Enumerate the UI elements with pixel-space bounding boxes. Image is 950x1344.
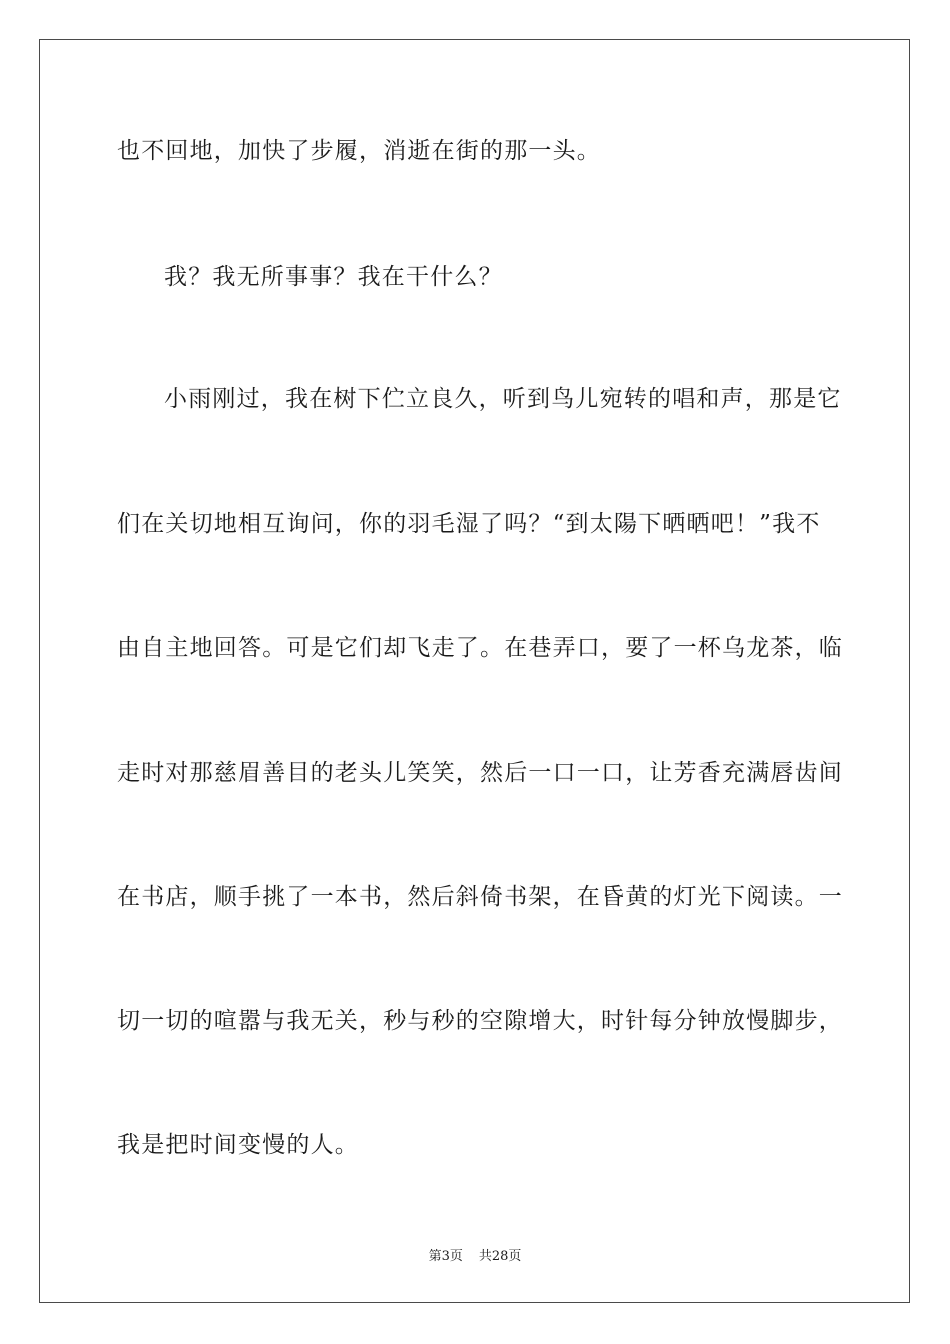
paragraph-line-2: 我？我无所事事？我在干什么？ <box>164 264 503 290</box>
paragraph-line-8: 切一切的喧嚣与我无关，秒与秒的空隙增大，时针每分钟放慢脚步， <box>117 1008 843 1034</box>
page-number: 第3页 <box>428 1249 463 1264</box>
page-footer <box>0 1249 950 1265</box>
paragraph-line-5: 由自主地回答。可是它们却飞走了。在巷弄口，要了一杯乌龙茶，临 <box>117 635 843 661</box>
paragraph-line-6: 走时对那慈眉善目的老头儿笑笑，然后一口一口，让芳香充满唇齿间 <box>117 760 843 786</box>
paragraph-line-1: 也不回地，加快了步履，消逝在街的那一头。 <box>117 138 601 164</box>
paragraph-line-9: 我是把时间变慢的人。 <box>117 1132 359 1158</box>
page-border <box>39 39 910 1303</box>
paragraph-line-3: 小雨刚过，我在树下伫立良久，听到鸟儿宛转的唱和声，那是它 <box>164 386 842 412</box>
paragraph-line-4: 们在关切地相互询问，你的羽毛湿了吗？“到太陽下晒晒吧！”我不 <box>117 511 821 537</box>
total-pages: 共28页 <box>478 1249 522 1264</box>
paragraph-line-7: 在书店，顺手挑了一本书，然后斜倚书架，在昏黄的灯光下阅读。一 <box>117 884 843 910</box>
